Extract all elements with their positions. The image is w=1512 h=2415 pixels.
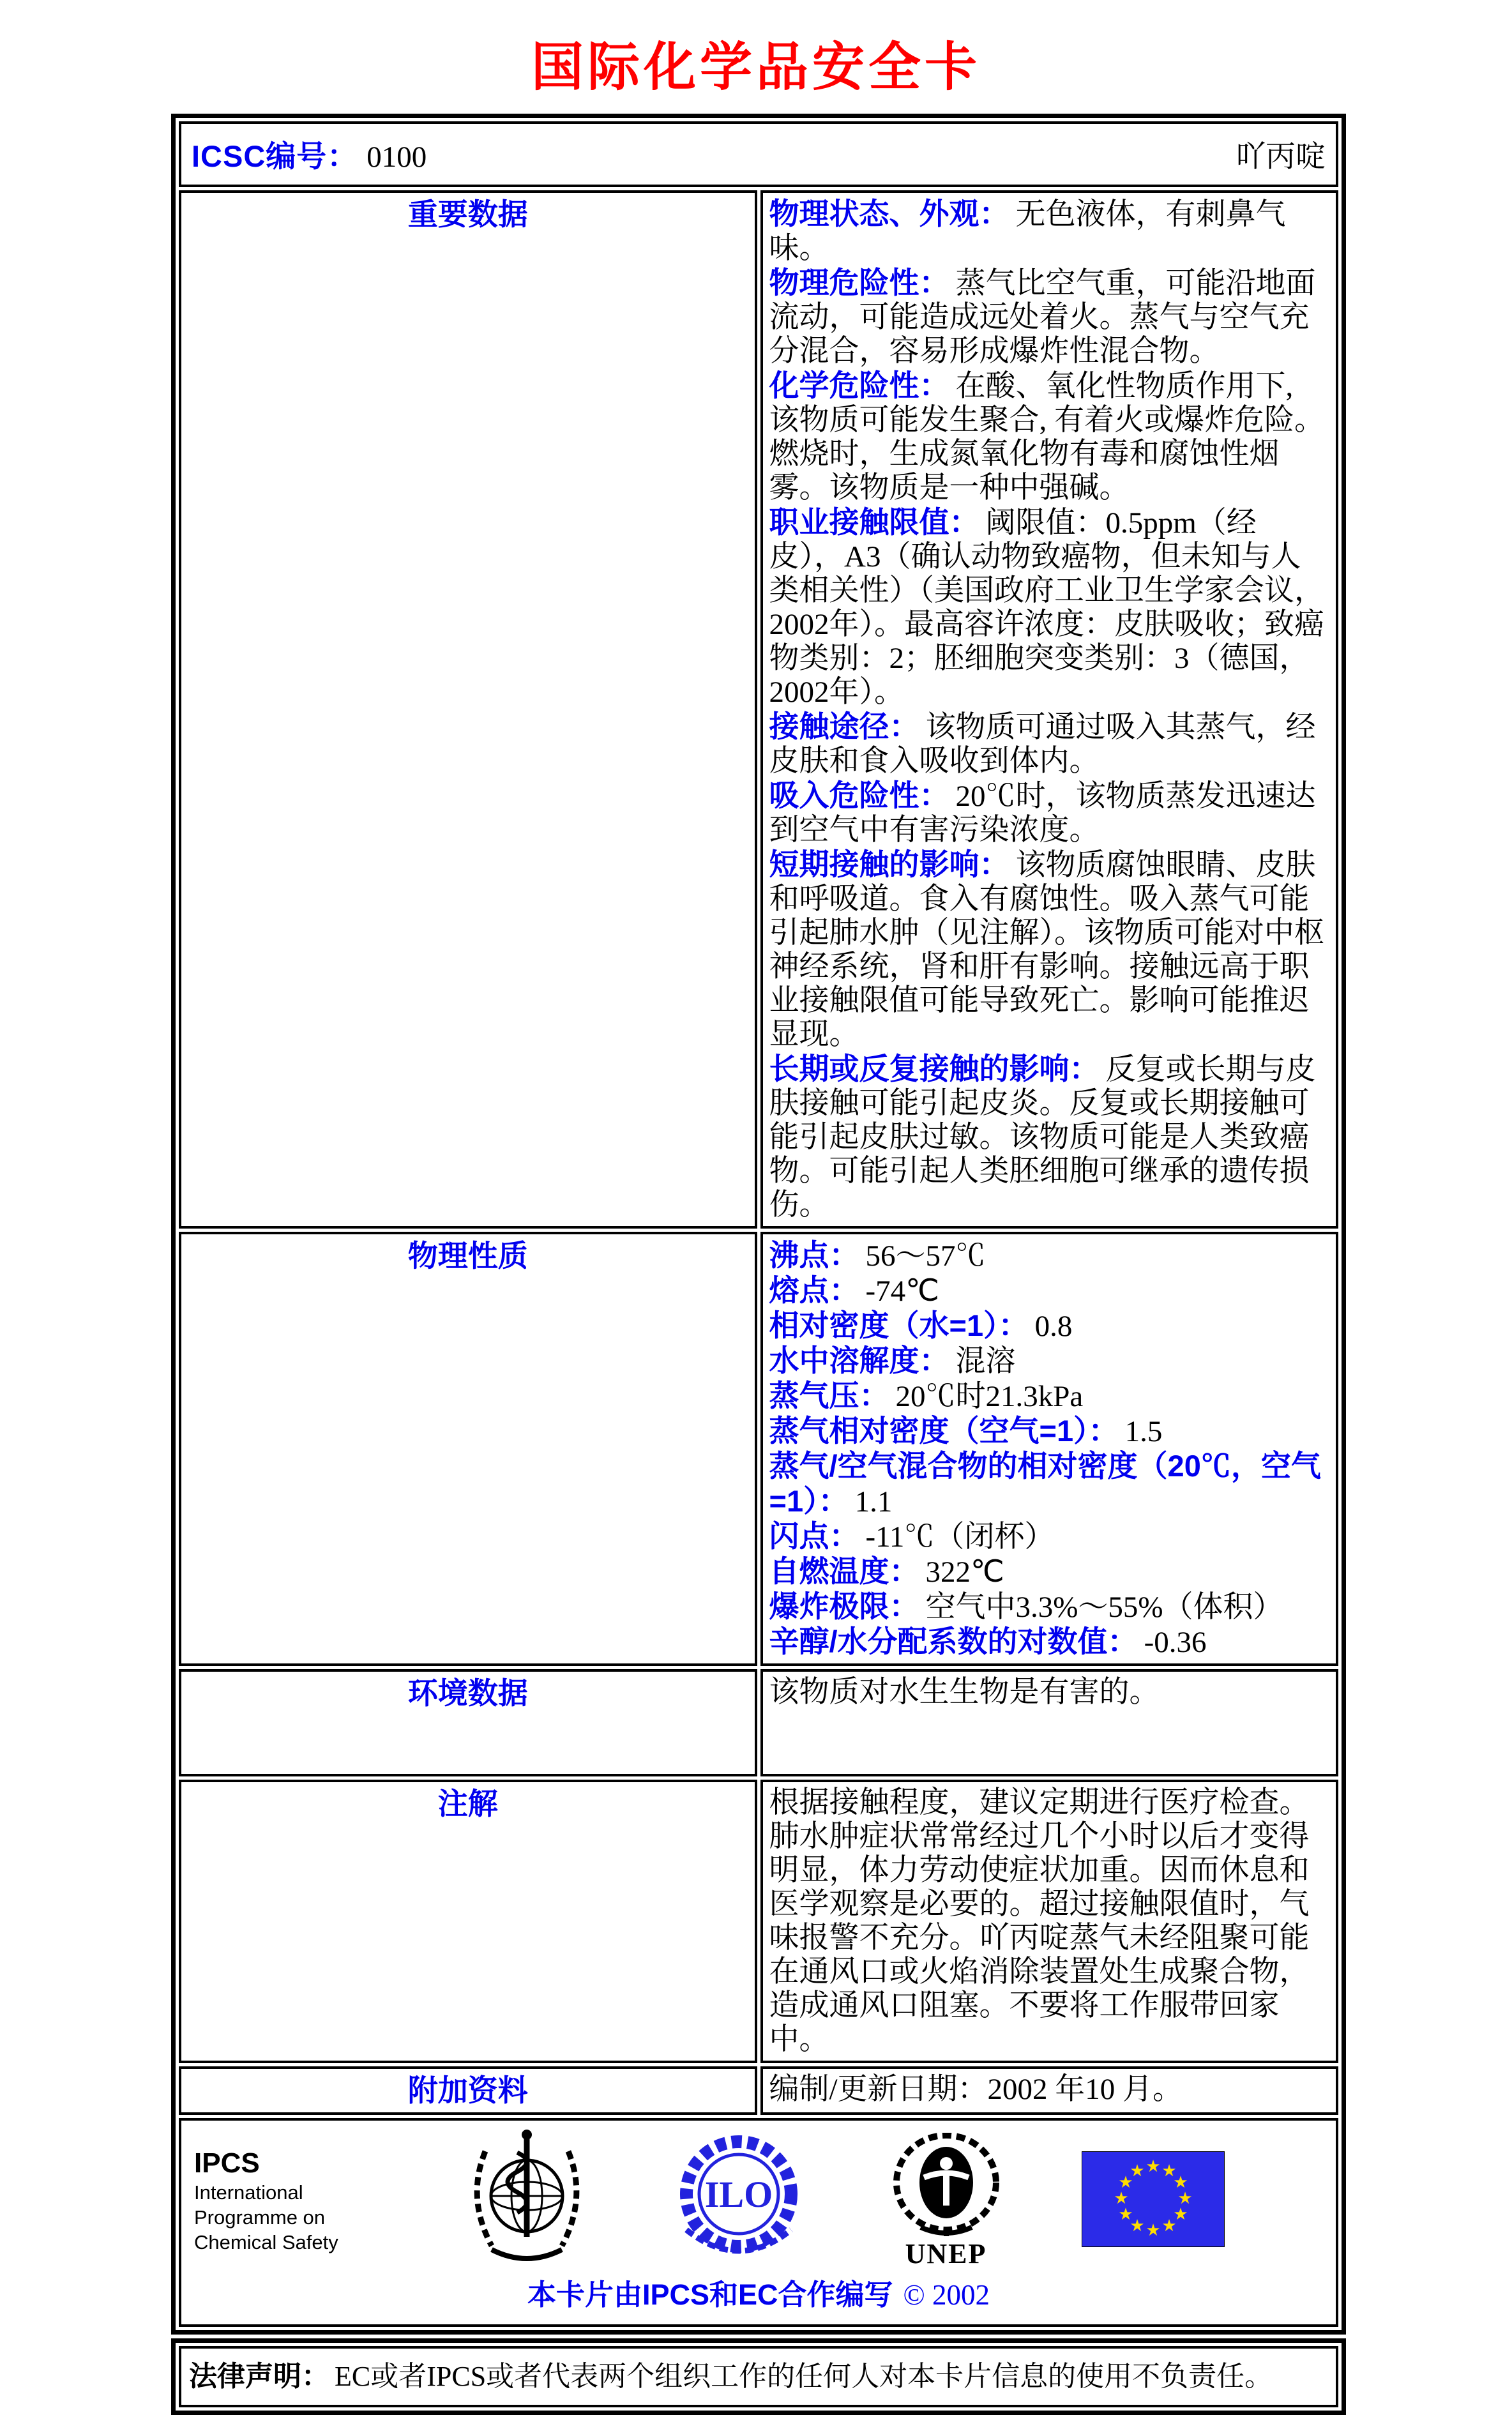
important-item: [769, 847, 1330, 1052]
item-label: 蒸气压：: [769, 1379, 889, 1412]
physical-item: [769, 1589, 1330, 1624]
physical-item: [769, 1624, 1330, 1660]
item-label: 熔点：: [769, 1273, 859, 1307]
item-text: 阈限值：0.5ppm（经皮），A3（确认动物致癌物，但未知与人类相关性）（美国政府工业卫生学家会议，2002年）。最高容许浓度：皮肤吸收；致癌物类别：2；胚细胞突变类别：3（德国，2002年）。: [769, 506, 1324, 709]
item-text: -11℃（闭杯）: [865, 1520, 1055, 1554]
additional-info-row: [179, 2066, 1338, 2115]
item-text: 该物质可通过吸入其蒸气，经皮肤和食入吸收到体内。: [769, 711, 1316, 778]
item-label: 接触途径：: [769, 709, 919, 743]
legal-row: [179, 2346, 1338, 2407]
item-label: 自燃温度：: [769, 1554, 919, 1588]
item-text: 在酸、氧化性物质作用下, 该物质可能发生聚合, 有着火或爆炸危险。燃烧时，生成氮氧化物有毒和腐蚀性烟雾。该物质是一种中强碱。: [769, 370, 1324, 504]
icsc-number-label: ICSC编号：: [192, 139, 358, 173]
item-text: 混溶: [955, 1345, 1016, 1378]
item-label: 蒸气/空气混合物的相对密度（20℃，空气=1）：: [769, 1449, 1321, 1518]
ipcs-line: Chemical Safety: [194, 2231, 338, 2253]
header-row: [179, 121, 1338, 187]
header-cell: [179, 121, 1338, 187]
item-text: 反复或长期与皮肤接触可能引起皮炎。反复或长期接触可能引起皮肤过敏。该物质可能是人类致癌物。可能引起人类胚细胞可继承的遗传损伤。: [769, 1053, 1316, 1222]
who-logo-icon: [461, 2127, 593, 2275]
item-text: 20℃时21.3kPa: [895, 1380, 1084, 1413]
icsc-number: [192, 133, 427, 176]
legal-notice-table: [171, 2338, 1346, 2415]
legal-cell: [179, 2346, 1338, 2407]
item-label: 沸点：: [769, 1238, 859, 1272]
ipcs-line: Programme on: [194, 2206, 326, 2229]
section-label-additional: 附加资料: [179, 2066, 757, 2115]
legal-text: EC或者IPCS或者代表两个组织工作的任何人对本卡片信息的使用不负责任。: [335, 2361, 1273, 2392]
item-text: 空气中3.3%～55%（体积）: [925, 1591, 1283, 1624]
item-label: 蒸气相对密度（空气=1）：: [769, 1414, 1119, 1448]
ilo-logo-icon: [667, 2128, 810, 2274]
unep-label: UNEP: [905, 2238, 987, 2269]
caption-text: 本卡片由IPCS和EC合作编写: [527, 2278, 893, 2311]
section-label-notes: 注解: [179, 1780, 757, 2063]
important-item: [769, 197, 1330, 266]
icsc-number-value: 0100: [367, 140, 427, 174]
physical-item: [769, 1554, 1330, 1589]
physical-properties-row: [179, 1232, 1338, 1666]
item-text: 蒸气比空气重，可能沿地面流动，可能造成远处着火。蒸气与空气充分混合，容易形成爆炸性混合物。: [769, 267, 1316, 368]
physical-item: [769, 1519, 1330, 1554]
svg-text:★: ★: [1173, 2172, 1188, 2192]
important-item: [769, 505, 1330, 709]
legal-label: 法律声明：: [189, 2361, 329, 2392]
important-item: [769, 368, 1330, 505]
section-label-environment: 环境数据: [179, 1669, 757, 1776]
notes-content: [760, 1780, 1339, 2063]
item-label: 爆炸极限：: [769, 1589, 919, 1623]
item-label: 长期或反复接触的影响：: [769, 1052, 1100, 1086]
svg-text:★: ★: [1114, 2188, 1129, 2207]
item-text: 1.5: [1124, 1415, 1163, 1448]
physical-item: [769, 1238, 1330, 1273]
item-text: 56～57℃: [865, 1239, 986, 1273]
physical-item: [769, 1449, 1330, 1519]
icsc-card-table: [171, 114, 1346, 2335]
section-label-physical: 物理性质: [179, 1232, 757, 1666]
item-text: 322℃: [925, 1556, 1004, 1589]
svg-text:ILO: ILO: [704, 2174, 773, 2215]
important-data-row: [179, 190, 1338, 1229]
environment-data-row: [179, 1669, 1338, 1776]
svg-text:★: ★: [1161, 2216, 1177, 2235]
svg-text:★: ★: [1145, 2156, 1161, 2176]
item-label: 水中溶解度：: [769, 1344, 949, 1377]
ipcs-acronym: IPCS: [194, 2147, 260, 2179]
page-title: 国际化学品安全卡: [531, 38, 981, 96]
eu-flag-icon: [1082, 2151, 1225, 2250]
additional-info-content: [760, 2066, 1339, 2115]
item-label: 吸入危险性：: [769, 778, 949, 812]
item-label: 物理危险性：: [769, 266, 949, 299]
footer-logos-row: [179, 2118, 1338, 2327]
physical-item: [769, 1414, 1330, 1449]
item-label: 辛醇/水分配系数的对数值：: [769, 1624, 1138, 1658]
physical-item: [769, 1273, 1330, 1308]
chemical-name: 吖丙啶: [1236, 140, 1326, 174]
item-label: 闪点：: [769, 1519, 859, 1553]
physical-item: [769, 1308, 1330, 1344]
item-text: 1.1: [854, 1485, 893, 1518]
svg-text:★: ★: [1145, 2220, 1161, 2239]
notes-text: 根据接触程度，建议定期进行医疗检查。肺水肿症状常常经过几个小时以后才变得明显，体力劳动使症状加重。因而休息和医学观察是必要的。超过接触限值时，气味报警不充分。吖丙啶蒸气未经阻聚可能在通风口或火焰消除装置处生成聚合物，造成通风口阻塞。不要将工作服带回家中。: [769, 1786, 1310, 2056]
important-item: [769, 709, 1330, 778]
important-data-content: [760, 190, 1339, 1229]
environment-text: 该物质对水生生物是有害的。: [769, 1676, 1160, 1709]
item-text: 20℃时，该物质蒸发迅速达到空气中有害污染浓度。: [769, 780, 1316, 847]
ipcs-line: International: [194, 2181, 303, 2204]
svg-text:★: ★: [1130, 2161, 1145, 2180]
svg-text:★: ★: [1130, 2216, 1145, 2235]
item-label: 短期接触的影响：: [769, 847, 1009, 881]
item-label: 职业接触限值：: [769, 505, 979, 539]
important-item: [769, 1052, 1330, 1222]
item-text: 无色液体，有刺鼻气味。: [769, 198, 1286, 265]
svg-text:★: ★: [1177, 2188, 1193, 2207]
svg-text:★: ★: [1118, 2204, 1133, 2223]
footer-logos-cell: [179, 2118, 1338, 2327]
physical-item: [769, 1344, 1330, 1379]
caption-copyright: © 2002: [903, 2279, 990, 2311]
additional-info-text: 编制/更新日期：2002 年10 月。: [769, 2073, 1183, 2106]
physical-item: [769, 1379, 1330, 1414]
section-label-important: 重要数据: [179, 190, 757, 1229]
svg-text:★: ★: [1173, 2204, 1188, 2223]
item-text: -0.36: [1144, 1626, 1207, 1659]
svg-text:★: ★: [1161, 2161, 1177, 2180]
footer-caption: [190, 2275, 1327, 2318]
important-item: [769, 266, 1330, 368]
item-label: 物理状态、外观：: [769, 197, 1009, 231]
notes-row: [179, 1780, 1338, 2063]
svg-text:★: ★: [1118, 2172, 1133, 2192]
item-text: -74℃: [865, 1275, 939, 1308]
ipcs-text-block: [194, 2147, 386, 2255]
item-label: 化学危险性：: [769, 368, 949, 402]
environment-data-content: [760, 1669, 1339, 1776]
item-text: 0.8: [1034, 1310, 1073, 1343]
important-item: [769, 778, 1330, 847]
unep-logo-icon: [886, 2133, 1007, 2269]
item-label: 相对密度（水=1）：: [769, 1308, 1029, 1342]
item-text: 该物质腐蚀眼睛、皮肤和呼吸道。食入有腐蚀性。吸入蒸气可能引起肺水肿（见注解）。该物质可能对中枢神经系统，肾和肝有影响。接触远高于职业接触限值可能导致死亡。影响可能推迟显现。: [769, 849, 1324, 1051]
physical-properties-content: [760, 1232, 1339, 1666]
